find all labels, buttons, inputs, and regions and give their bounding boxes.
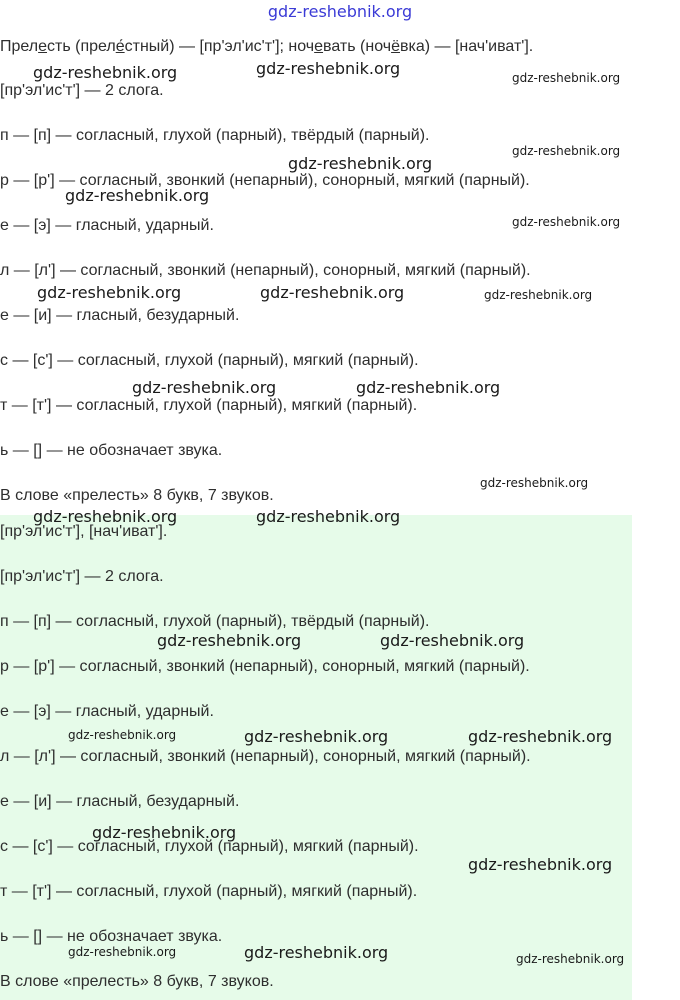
phonetic-line-e2: е — [и] — гласный, безударный. bbox=[0, 307, 240, 324]
watermark: gdz-reshebnik.org bbox=[516, 952, 625, 966]
watermark: gdz-reshebnik.org bbox=[512, 144, 621, 158]
text-part: стный) — [пр'эл'ис'т']; ноч bbox=[124, 38, 315, 55]
summary-line: В слове «прелесть» 8 букв, 7 звуков. bbox=[0, 973, 274, 990]
watermark: gdz-reshebnik.org bbox=[260, 283, 405, 302]
watermark: gdz-reshebnik.org bbox=[157, 631, 302, 650]
watermark: gdz-reshebnik.org bbox=[256, 59, 401, 78]
syllables-line: [пр'эл'ис'т'] — 2 слога. bbox=[0, 82, 164, 99]
phonetic-line-r: р — [р'] — согласный, звонкий (непарный), сонорный, мягкий (парный). bbox=[0, 658, 530, 675]
watermark: gdz-reshebnik.org bbox=[484, 288, 593, 302]
watermark: gdz-reshebnik.org bbox=[92, 823, 237, 842]
watermark: gdz-reshebnik.org bbox=[65, 186, 210, 205]
phonetic-line-p: п — [п] — согласный, глухой (парный), твёрдый (парный). bbox=[0, 127, 430, 144]
underlined-letter: е bbox=[314, 38, 324, 55]
watermark: gdz-reshebnik.org bbox=[33, 63, 178, 82]
phonetic-line-l: л — [л'] — согласный, звонкий (непарный), сонорный, мягкий (парный). bbox=[0, 262, 531, 279]
phonetic-line-t: т — [т'] — согласный, глухой (парный), мягкий (парный). bbox=[0, 883, 418, 900]
phonetic-line-s: с — [с'] — согласный, глухой (парный), мягкий (парный). bbox=[0, 352, 419, 369]
watermark: gdz-reshebnik.org bbox=[33, 507, 178, 526]
phonetic-line-e2: е — [и] — гласный, безударный. bbox=[0, 793, 240, 810]
phonetic-line-s: с — [с'] — согласный, глухой (парный), мягкий (парный). bbox=[0, 838, 419, 855]
phonetic-line-soft: ь — [] — не обозначает звука. bbox=[0, 442, 223, 459]
underlined-letter: е́ bbox=[115, 38, 125, 55]
watermark: gdz-reshebnik.org bbox=[244, 943, 389, 962]
phonetic-line-r: р — [р'] — согласный, звонкий (непарный), сонорный, мягкий (парный). bbox=[0, 172, 530, 189]
watermark: gdz-reshebnik.org bbox=[512, 215, 621, 229]
text-part: вка) — [нач'иват']. bbox=[399, 38, 534, 55]
watermark: gdz-reshebnik.org bbox=[68, 728, 177, 742]
text-part: вать (ноч bbox=[323, 38, 392, 55]
watermark: gdz-reshebnik.org bbox=[480, 476, 589, 490]
header-watermark: gdz-reshebnik.org bbox=[267, 2, 413, 21]
summary-line: В слове «прелесть» 8 букв, 7 звуков. bbox=[0, 487, 274, 504]
watermark: gdz-reshebnik.org bbox=[256, 507, 401, 526]
watermark: gdz-reshebnik.org bbox=[68, 945, 177, 959]
watermark: gdz-reshebnik.org bbox=[244, 727, 389, 746]
phonetic-line-l: л — [л'] — согласный, звонкий (непарный), сонорный, мягкий (парный). bbox=[0, 748, 531, 765]
text-part: сть (прел bbox=[47, 38, 116, 55]
transcription-line: [пр'эл'ис'т'], [нач'иват']. bbox=[0, 523, 168, 540]
watermark: gdz-reshebnik.org bbox=[132, 378, 277, 397]
text-part: Прел bbox=[0, 38, 39, 55]
first-line-transcription bbox=[0, 38, 533, 56]
underlined-letter: е bbox=[38, 38, 48, 55]
phonetic-line-t: т — [т'] — согласный, глухой (парный), мягкий (парный). bbox=[0, 397, 418, 414]
watermark: gdz-reshebnik.org bbox=[356, 378, 501, 397]
watermark: gdz-reshebnik.org bbox=[37, 283, 182, 302]
watermark: gdz-reshebnik.org bbox=[288, 154, 433, 173]
underlined-letter: ё bbox=[391, 38, 400, 55]
phonetic-line-e1: е — [э] — гласный, ударный. bbox=[0, 703, 214, 720]
watermark: gdz-reshebnik.org bbox=[512, 71, 621, 85]
phonetic-line-soft: ь — [] — не обозначает звука. bbox=[0, 928, 223, 945]
watermark: gdz-reshebnik.org bbox=[468, 855, 613, 874]
syllables-line: [пр'эл'ис'т'] — 2 слога. bbox=[0, 568, 164, 585]
watermark: gdz-reshebnik.org bbox=[380, 631, 525, 650]
phonetic-line-p: п — [п] — согласный, глухой (парный), твёрдый (парный). bbox=[0, 613, 430, 630]
watermark: gdz-reshebnik.org bbox=[468, 727, 613, 746]
phonetic-line-e1: е — [э] — гласный, ударный. bbox=[0, 217, 214, 234]
